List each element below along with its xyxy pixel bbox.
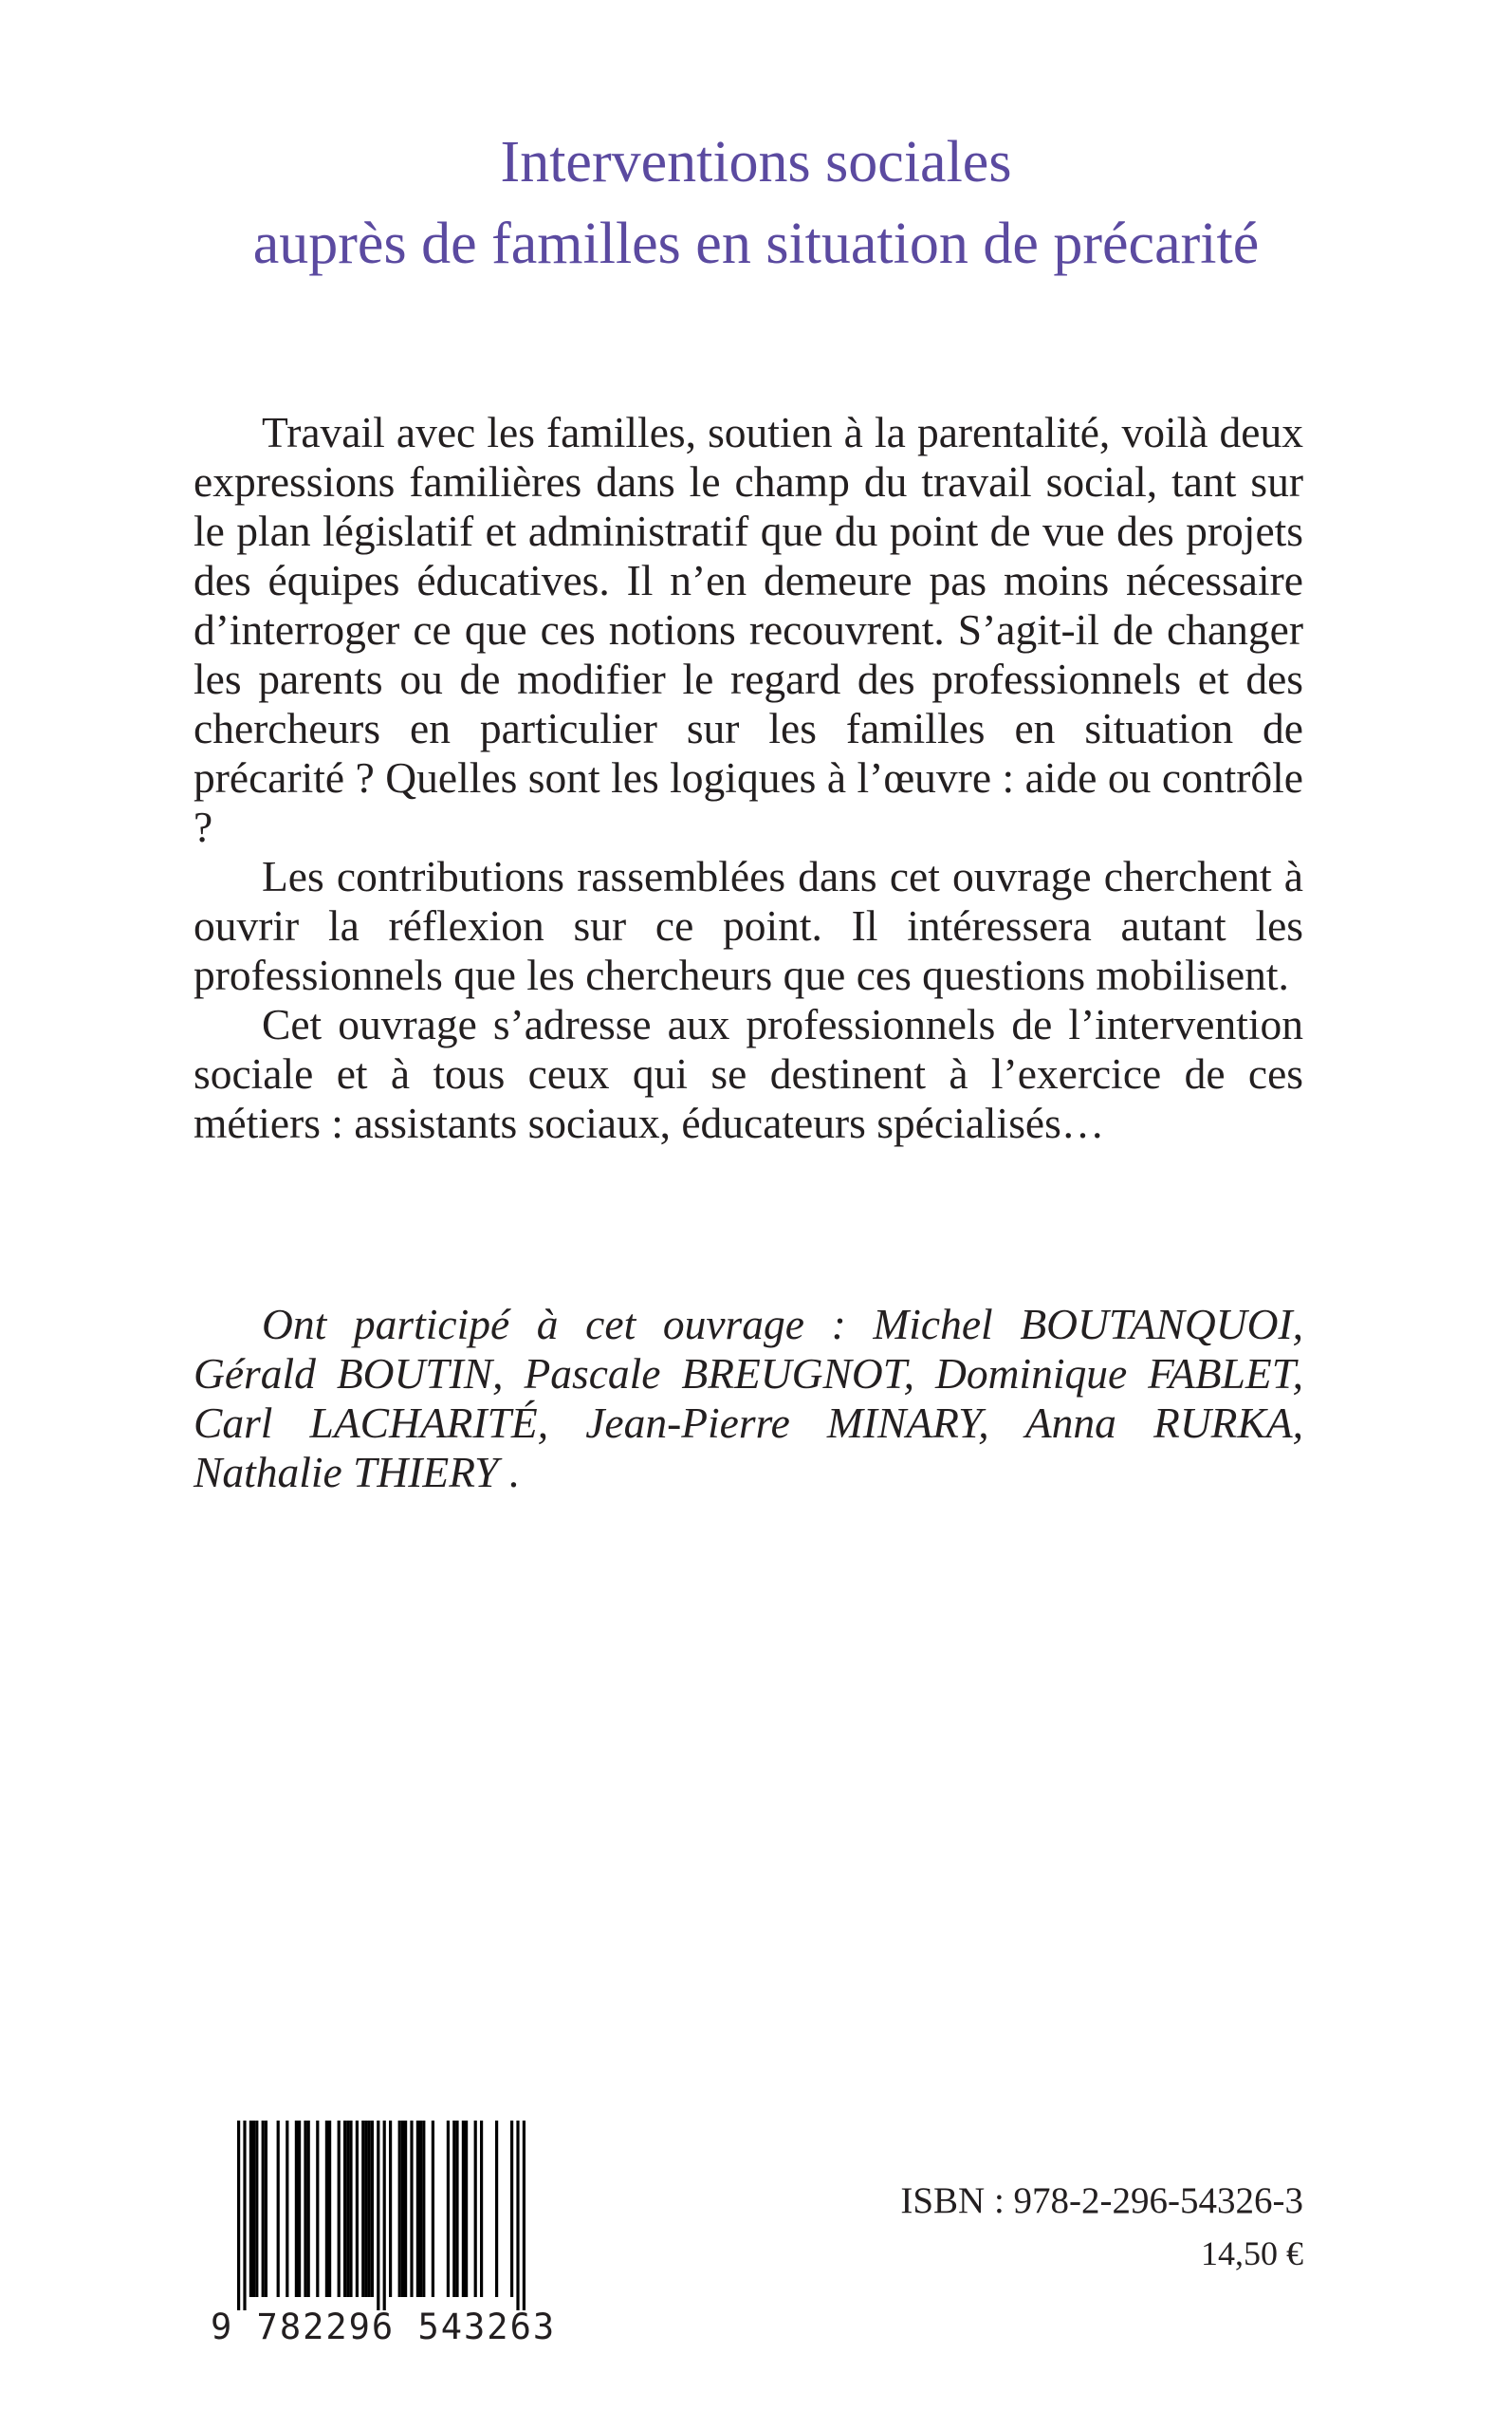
barcode-bar xyxy=(377,2121,379,2310)
blurb-paragraph-2: Les contributions rassemblées dans cet ouvrage cherchent à ouvrir la réflexion sur ce point. Il intéressera autant les professionnels que les chercheurs que ces questions mobilisent. xyxy=(194,852,1303,999)
barcode-bar xyxy=(349,2121,352,2297)
barcode-bar xyxy=(265,2121,267,2297)
barcode-digits: 9 782296 543263 xyxy=(211,2307,557,2347)
barcode-bar xyxy=(398,2121,401,2297)
barcode-bar xyxy=(243,2121,246,2310)
barcode-bar xyxy=(523,2121,526,2310)
barcode-bar xyxy=(277,2121,280,2297)
barcode-bar xyxy=(416,2121,419,2297)
barcode-bar xyxy=(325,2121,328,2297)
barcode-bar xyxy=(346,2121,349,2297)
barcode-bar xyxy=(389,2121,392,2297)
barcode-bar xyxy=(295,2121,298,2297)
barcode-bar xyxy=(368,2121,371,2297)
barcode-bar xyxy=(404,2121,407,2297)
barcode-bar xyxy=(465,2121,468,2297)
blurb xyxy=(194,408,1303,1148)
book-title xyxy=(0,121,1512,285)
barcode-bar xyxy=(462,2121,465,2297)
barcode-bar xyxy=(262,2121,265,2297)
barcode-bar xyxy=(510,2121,513,2297)
barcode-bar xyxy=(361,2121,364,2297)
barcode-bar xyxy=(252,2121,255,2297)
barcode-bar xyxy=(343,2121,346,2297)
barcode-bar xyxy=(447,2121,450,2297)
contributors-note: Ont participé à cet ouvrage : Michel BOUTANQUOI, Gérald BOUTIN, Pascale BREUGNOT, Dominique FABLET, Carl LACHARITÉ, Jean-Pierre MINARY, Anna RURKA, Nathalie THIERY . xyxy=(194,1300,1303,1496)
barcode-bars xyxy=(211,2121,544,2310)
barcode-bar xyxy=(316,2121,319,2297)
barcode-bar xyxy=(452,2121,455,2297)
barcode-bar xyxy=(371,2121,374,2297)
barcode-bar xyxy=(356,2121,359,2297)
barcode-bar xyxy=(364,2121,367,2297)
barcode-bar xyxy=(249,2121,252,2297)
barcode-bar xyxy=(304,2121,306,2297)
barcode-bar xyxy=(474,2121,477,2297)
barcode-bar xyxy=(286,2121,288,2297)
barcode xyxy=(211,2121,557,2347)
barcode-bar xyxy=(383,2121,386,2310)
isbn: ISBN : 978-2-296-54326-3 xyxy=(900,2180,1303,2221)
barcode-bar xyxy=(422,2121,425,2297)
blurb-paragraph-1: Travail avec les familles, soutien à la parentalité, voilà deux expressions familières dans le champ du travail social, tant sur le plan législatif et administratif que du point de vue des projets des équipes éducatives. Il n’en demeure pas moins nécessaire d’interroger ce que ces notions recouvrent. S’agit-il de changer les parents ou de modifier le regard des professionnels et des chercheurs en particulier sur les familles en situation de précarité ? Quelles sont les logiques à l’œuvre : aide ou contrôle ? xyxy=(194,408,1303,851)
barcode-bar xyxy=(307,2121,310,2297)
barcode-bar xyxy=(516,2121,519,2310)
blurb-paragraph-3: Cet ouvrage s’adresse aux professionnels de l’intervention sociale et à tous ceux qui se destinent à l’exercice de ces métiers : assistants sociaux, éducateurs spécialisés… xyxy=(194,1000,1303,1147)
barcode-bar xyxy=(401,2121,404,2297)
barcode-bar xyxy=(237,2121,240,2310)
barcode-bar xyxy=(255,2121,258,2297)
book-title-line-1: Interventions sociales xyxy=(500,130,1012,195)
barcode-bar xyxy=(419,2121,422,2297)
barcode-bar xyxy=(480,2121,483,2297)
barcode-bar xyxy=(298,2121,301,2297)
price: 14,50 € xyxy=(1201,2234,1303,2272)
barcode-bar xyxy=(410,2121,413,2297)
barcode-bar xyxy=(495,2121,498,2297)
barcode-bar xyxy=(432,2121,434,2297)
barcode-bar xyxy=(338,2121,341,2297)
book-title-line-2: auprès de familles en situation de précarité xyxy=(252,212,1260,276)
barcode-bar xyxy=(328,2121,331,2297)
barcode-bar xyxy=(455,2121,458,2297)
